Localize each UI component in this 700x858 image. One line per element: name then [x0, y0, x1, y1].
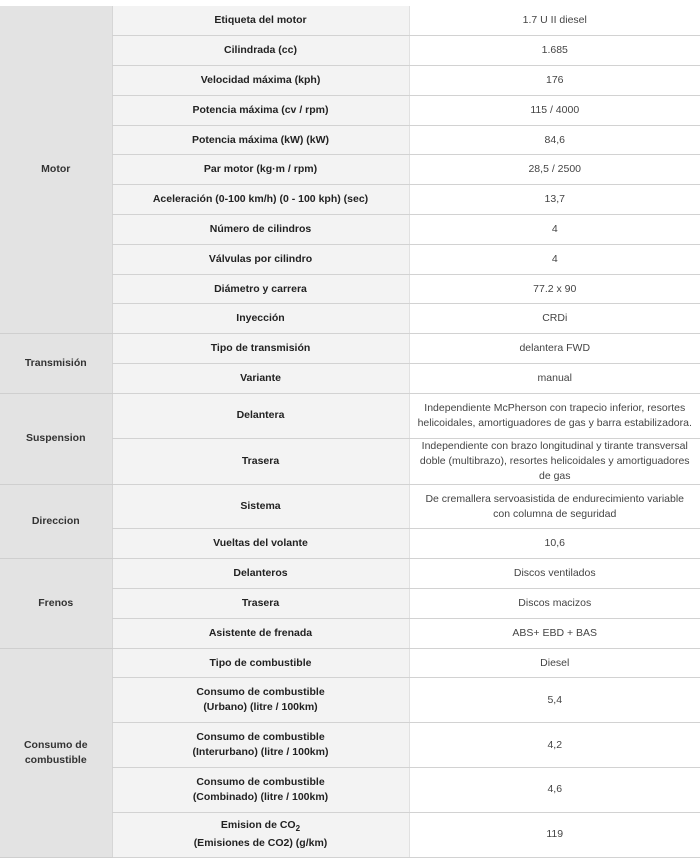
spec-label-text: Inyección	[236, 312, 285, 325]
spec-label	[112, 215, 409, 245]
spec-label	[112, 589, 409, 619]
spec-label	[112, 6, 409, 36]
spec-label-text-secondary: (Combinado) (litre / 100km)	[192, 790, 329, 803]
spec-label-text: Potencia máxima (kW) (kW)	[191, 133, 330, 146]
spec-label	[112, 304, 409, 334]
category-motor: Motor	[0, 6, 112, 334]
spec-value: 4,6	[409, 768, 700, 813]
spec-value: 4	[409, 215, 700, 245]
spec-label	[112, 618, 409, 648]
spec-label	[112, 66, 409, 96]
spec-value: Independiente McPherson con trapecio inferior, resortes helicoidales, amortiguadores de gas y barra estabilizadora.	[409, 393, 700, 438]
spec-value: 10,6	[409, 529, 700, 559]
spec-label-text: Diámetro y carrera	[214, 282, 307, 295]
spec-value: 176	[409, 66, 700, 96]
spec-label	[112, 95, 409, 125]
specs-table	[0, 6, 700, 858]
spec-value: 77.2 x 90	[409, 274, 700, 304]
spec-label-text: Etiqueta del motor	[214, 14, 307, 27]
spec-value: delantera FWD	[409, 334, 700, 364]
spec-label-text: Delanteros	[233, 567, 288, 580]
spec-value: 1.685	[409, 36, 700, 66]
spec-label-text: Asistente de frenada	[208, 626, 313, 639]
spec-row-transmision-tipo-de-transmision	[0, 334, 700, 364]
spec-label-text: Emision de CO	[220, 819, 296, 832]
spec-label-text: Variante	[240, 371, 281, 384]
spec-label	[112, 812, 409, 857]
spec-value: 119	[409, 812, 700, 857]
spec-label-text: Tipo de combustible	[209, 656, 312, 669]
spec-value: Diesel	[409, 648, 700, 678]
spec-label-text: Velocidad máxima (kph)	[200, 73, 321, 86]
spec-value: manual	[409, 364, 700, 394]
spec-row-frenos-delanteros	[0, 559, 700, 589]
spec-label	[112, 393, 409, 438]
spec-value: 13,7	[409, 185, 700, 215]
category-suspension: Suspension	[0, 393, 112, 484]
spec-label-text: Válvulas por cilindro	[208, 252, 313, 265]
spec-label-text-secondary: (Interurbano) (litre / 100km)	[192, 746, 329, 759]
spec-label-text-secondary: (Emisiones de CO2) (g/km)	[193, 837, 328, 850]
spec-label-text: Trasera	[241, 596, 280, 609]
spec-label	[112, 768, 409, 813]
spec-label	[112, 559, 409, 589]
spec-label	[112, 723, 409, 768]
specs-table-body	[0, 6, 700, 857]
spec-label	[112, 334, 409, 364]
spec-label	[112, 274, 409, 304]
spec-value: De cremallera servoasistida de endurecimiento variable con columna de seguridad	[409, 484, 700, 529]
spec-label	[112, 155, 409, 185]
spec-label-text: Tipo de transmisión	[210, 342, 311, 355]
spec-value: 4,2	[409, 723, 700, 768]
spec-row-suspension-delantera	[0, 393, 700, 438]
spec-label-text: Par motor (kg·m / rpm)	[203, 163, 318, 176]
spec-label	[112, 648, 409, 678]
spec-label-text: Aceleración (0-100 km/h) (0 - 100 kph) (sec)	[152, 193, 369, 206]
spec-row-motor-etiqueta-del-motor	[0, 6, 700, 36]
spec-label	[112, 244, 409, 274]
spec-row-consumo-de-combustible-tipo-de-combustible	[0, 648, 700, 678]
spec-label-text: Delantera	[236, 409, 285, 422]
spec-value: 28,5 / 2500	[409, 155, 700, 185]
spec-label-text: Vueltas del volante	[213, 537, 308, 550]
category-frenos: Frenos	[0, 559, 112, 648]
spec-label	[112, 364, 409, 394]
spec-label-text: Potencia máxima (cv / rpm)	[192, 103, 329, 116]
spec-label	[112, 125, 409, 155]
spec-value: Discos macizos	[409, 589, 700, 619]
spec-label	[112, 438, 409, 484]
spec-value: 115 / 4000	[409, 95, 700, 125]
spec-label-text: Consumo de combustible	[196, 686, 325, 699]
spec-value: 4	[409, 244, 700, 274]
spec-value: CRDi	[409, 304, 700, 334]
spec-label-text: Trasera	[241, 454, 280, 467]
spec-label-subscript: 2	[295, 824, 301, 834]
spec-row-direccion-sistema	[0, 484, 700, 529]
spec-label	[112, 36, 409, 66]
category-direccion: Direccion	[0, 484, 112, 559]
spec-value: Independiente con brazo longitudinal y tirante transversal doble (multibrazo), resortes helicoidales y amortiguadores de gas	[409, 438, 700, 484]
spec-value: 1.7 U II diesel	[409, 6, 700, 36]
spec-value: Discos ventilados	[409, 559, 700, 589]
spec-label	[112, 484, 409, 529]
spec-label	[112, 678, 409, 723]
spec-value: 5,4	[409, 678, 700, 723]
spec-label-text-secondary: (Urbano) (litre / 100km)	[203, 701, 318, 714]
spec-value: ABS+ EBD + BAS	[409, 618, 700, 648]
spec-label	[112, 185, 409, 215]
spec-label	[112, 529, 409, 559]
spec-label-text: Consumo de combustible	[196, 775, 325, 788]
category-transmision: Transmisión	[0, 334, 112, 394]
spec-label-text: Cilindrada (cc)	[224, 44, 297, 57]
spec-label-text: Consumo de combustible	[196, 731, 325, 744]
spec-label-text: Número de cilindros	[209, 222, 312, 235]
spec-value: 84,6	[409, 125, 700, 155]
category-consumo-de-combustible: Consumo de combustible	[0, 648, 112, 857]
spec-label-text: Sistema	[240, 500, 281, 513]
